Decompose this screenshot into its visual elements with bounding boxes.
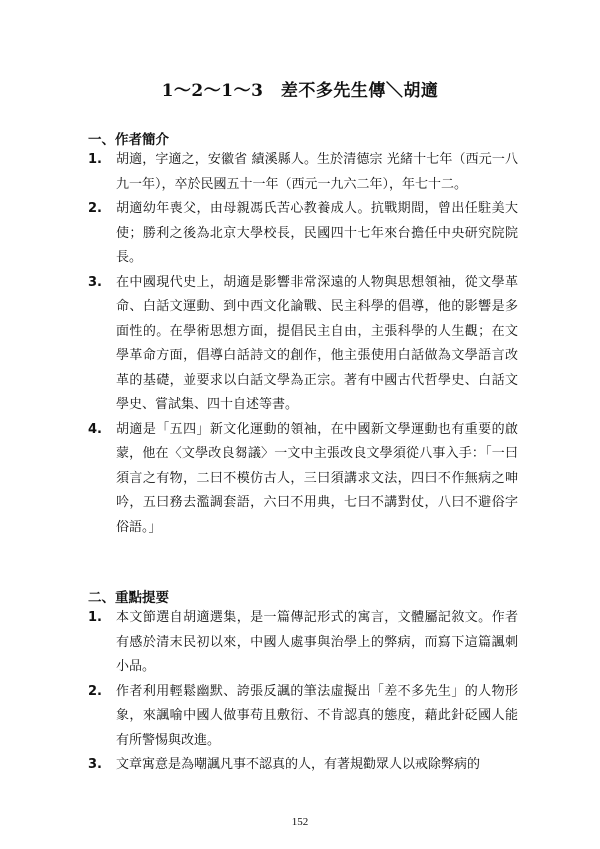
list-item [88,753,518,778]
summary-list [88,606,518,778]
item-number: 2. [88,201,102,216]
item-number: 1. [88,152,102,167]
item-text: 在中國現代史上，胡適是影響非常深遠的人物與思想領袖，從文學革命、白話文運動、到中西文化論戰、民主科學的倡導，他的影響是多面性的。在學術思想方面，提倡民主自由，主張科學的人生觀；在文學革命方面，倡導白話詩文的創作，他主張使用白話做為文學語言改革的基礎，並要求以白話文學為正宗。著有中國古代哲學史、白話文學史、嘗試集、四十自述等書。 [116,274,518,412]
item-number: 1. [88,610,102,625]
item-text: 胡適是「五四」新文化運動的領袖，在中國新文學運動也有重要的啟蒙，他在〈文學改良芻議〉一文中主張改良文學須從八事入手：「一曰須言之有物，二曰不模仿古人，三曰須講求文法，四曰不作無病之呻吟，五曰務去濫調套語，六曰不用典，七曰不講對仗，八曰不避俗字俗語。」 [116,421,518,535]
list-item [88,680,518,754]
page-number: 152 [291,816,309,828]
item-text: 作者利用輕鬆幽默、誇張反諷的筆法虛擬出「差不多先生」的人物形象，來諷喻中國人做事苟且敷衍、不肯認真的態度，藉此針砭國人能有所警惕與改進。 [116,683,518,748]
list-item [88,418,518,541]
list-item [88,197,518,271]
list-item [88,148,518,197]
section-heading-summary: 二、重點提要 [88,590,169,606]
item-text: 文章寓意是為嘲諷凡事不認真的人，有著規勸眾人以戒除弊病的 [116,757,481,772]
page-title: 1～2～1～3 差不多先生傳＼胡適 [161,81,439,101]
item-number: 2. [88,683,102,699]
item-text: 胡適，字適之，安徽省 績溪縣人。生於清德宗 光緒十七年（西元一八九一年），卒於民國五十一年（西元一九六二年），年七十二。 [116,152,518,192]
item-number: 3. [88,274,102,290]
author-list [88,148,518,540]
item-number: 3. [88,757,102,772]
list-item [88,606,518,680]
item-number: 4. [88,421,102,437]
item-text: 本文節選自胡適選集，是一篇傳記形式的寓言，文體屬記敘文。作者有感於清末民初以來，中國人處事與治學上的弊病，而寫下這篇諷刺小品。 [116,610,518,674]
section-heading-author: 一、作者簡介 [88,132,169,148]
item-text: 胡適幼年喪父，由母親馮氏苦心教養成人。抗戰期間，曾出任駐美大使；勝利之後為北京大學校長，民國四十七年來台擔任中央研究院院長。 [116,201,518,265]
list-item [88,271,518,418]
